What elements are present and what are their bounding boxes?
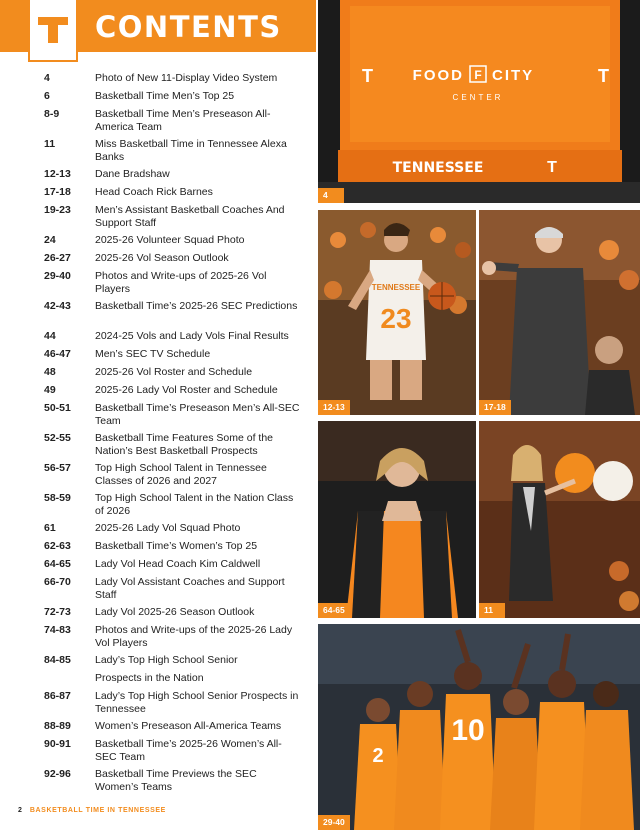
jersey-text: TENNESSEE (371, 283, 421, 292)
toc-page-range: 90-91 (44, 738, 71, 750)
toc-page-range: 19-23 (44, 204, 71, 216)
coach-photo (479, 210, 640, 415)
toc-page-range: 29-40 (44, 270, 71, 282)
toc-description: Lady’s Top High School Senior Prospects in Tennessee (95, 690, 299, 715)
toc-description: 2025-26 Lady Vol Squad Photo (95, 522, 241, 534)
team-huddle-photo (318, 624, 640, 830)
jersey-letter-left: T (362, 66, 373, 86)
toc-page-range: 92-96 (44, 768, 71, 780)
photo-page-label: 12-13 (318, 400, 350, 415)
toc-page-range: 52-55 (44, 432, 71, 444)
photo-page-label: 64-65 (318, 603, 350, 618)
jersey-number: 2 (372, 745, 384, 767)
toc-description: Head Coach Rick Barnes (95, 186, 213, 198)
photo-page-label: 17-18 (479, 400, 511, 415)
sponsor-text: FOOD (412, 67, 464, 84)
toc-description: Dane Bradshaw (95, 168, 170, 180)
toc-description: 2025-26 Vol Roster and Schedule (95, 366, 253, 378)
toc-description: Basketball Time’s 2025-26 Women’s All-SEC Team (95, 738, 282, 763)
toc-description: Basketball Time’s 2025-26 SEC Predictions (95, 300, 298, 312)
ribbon-letter: T (547, 159, 557, 176)
cheerleader-photo (479, 421, 640, 618)
toc-description: 2025-26 Vol Season Outlook (95, 252, 229, 264)
toc-page-range: 49 (44, 384, 56, 396)
toc-page-range: 74-83 (44, 624, 71, 636)
toc-description: Men’s Assistant Basketball Coaches And Support Staff (95, 204, 285, 229)
toc-description: Photo of New 11-Display Video System (95, 72, 278, 84)
sponsor-letter: F (474, 68, 482, 82)
tennessee-logo (28, 0, 78, 62)
toc-description: Basketball Time’s Preseason Men’s All-SEC Team (95, 402, 300, 427)
toc-description: Top High School Talent in the Nation Class of 2026 (95, 492, 294, 517)
sponsor-text-2: CITY (492, 67, 535, 84)
page-footer (18, 807, 166, 814)
toc-page-range: 86-87 (44, 690, 71, 702)
jersey-number: 23 (380, 303, 412, 334)
page-number: 2 (18, 807, 22, 814)
toc-page-range: 24 (44, 234, 56, 246)
toc-page-range: 62-63 (44, 540, 71, 552)
toc-page-range: 88-89 (44, 720, 71, 732)
toc-page-range: 58-59 (44, 492, 71, 504)
toc-page-range: 61 (44, 522, 56, 534)
toc-page-range: 12-13 (44, 168, 71, 180)
toc-page-range: 66-70 (44, 576, 71, 588)
toc-page-range: 46-47 (44, 348, 71, 360)
toc-page-range: 44 (44, 330, 56, 342)
toc-page-range: 6 (44, 90, 50, 102)
jersey-number: 10 (451, 714, 485, 747)
page-title: CONTENTS (95, 10, 282, 44)
center-text: CENTER (452, 93, 504, 102)
toc-description: Lady Vol Assistant Coaches and Support Staff (95, 576, 285, 601)
toc-description: Lady’s Top High School Senior (95, 654, 238, 666)
toc-page-range: 42-43 (44, 300, 71, 312)
toc-description: Lady Vol 2025-26 Season Outlook (95, 606, 255, 618)
toc-description: Women’s Preseason All-America Teams (95, 720, 282, 732)
toc-description: Basketball Time Men’s Top 25 (95, 90, 235, 102)
toc-description: Lady Vol Head Coach Kim Caldwell (95, 558, 261, 570)
toc-page-range: 26-27 (44, 252, 71, 264)
toc-page-range: 72-73 (44, 606, 71, 618)
toc-description: Men’s SEC TV Schedule (95, 348, 211, 360)
ribbon-text: TENNESSEE (392, 160, 484, 176)
video-board-photo (318, 0, 640, 203)
player-photo (318, 210, 476, 415)
toc-page-range: 48 (44, 366, 56, 378)
jersey-letter-right: T (598, 66, 609, 86)
photo-page-label: 29-40 (318, 815, 350, 830)
toc-page-range: 64-65 (44, 558, 71, 570)
t-logo-icon (36, 13, 70, 47)
contents-header (0, 0, 316, 52)
toc-description: Photos and Write-ups of 2025-26 Vol Players (95, 270, 267, 295)
publication-name: BASKETBALL TIME IN TENNESSEE (29, 807, 166, 814)
toc-description: Photos and Write-ups of the 2025-26 Lady Vol Players (95, 624, 293, 649)
toc-description: Basketball Time Men’s Preseason All-America Team (95, 108, 271, 133)
toc-page-range: 84-85 (44, 654, 71, 666)
photo-page-label: 4 (318, 188, 344, 203)
toc-page-range: 17-18 (44, 186, 71, 198)
toc-description: Prospects in the Nation (95, 672, 204, 684)
toc-page-range: 8-9 (44, 108, 60, 120)
toc-page-range: 50-51 (44, 402, 71, 414)
toc-page-range: 11 (44, 138, 56, 150)
photo-page-label: 11 (479, 603, 505, 618)
toc-description: Basketball Time’s Women’s Top 25 (95, 540, 258, 552)
toc-description: Miss Basketball Time in Tennessee Alexa Banks (95, 138, 287, 163)
toc-description: Basketball Time Features Some of the Nation’s Best Basketball Prospects (95, 432, 274, 457)
woman-coach-photo (318, 421, 476, 618)
toc-page-range: 56-57 (44, 462, 71, 474)
toc-description: Top High School Talent in Tennessee Classes of 2026 and 2027 (95, 462, 267, 487)
toc-description: 2024-25 Vols and Lady Vols Final Results (95, 330, 289, 342)
toc-description: 2025-26 Lady Vol Roster and Schedule (95, 384, 278, 396)
toc-description: 2025-26 Volunteer Squad Photo (95, 234, 245, 246)
toc-page-range: 4 (44, 72, 50, 84)
toc-description: Basketball Time Previews the SEC Women’s Teams (95, 768, 257, 793)
